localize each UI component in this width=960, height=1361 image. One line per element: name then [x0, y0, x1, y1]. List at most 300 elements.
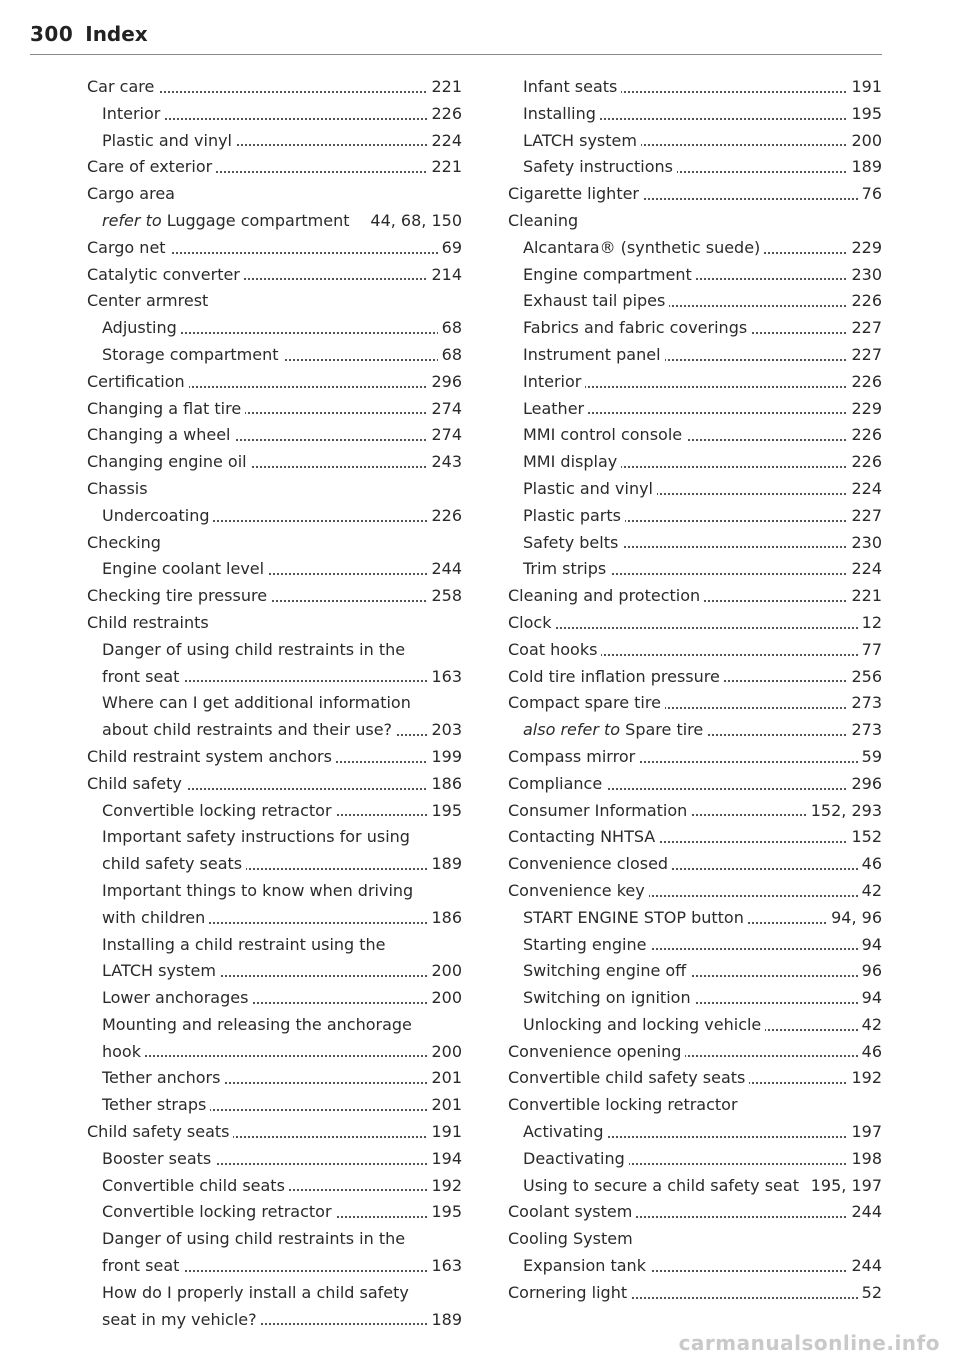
index-entry: [508, 1226, 882, 1253]
entry-text: [508, 747, 639, 766]
index-entry: [508, 288, 882, 315]
entry-text: [523, 265, 696, 284]
entry-label: Mounting and releasing the anchorage: [102, 1014, 412, 1034]
entry-page-number[interactable]: 94: [858, 932, 882, 959]
entry-page-number[interactable]: 76: [858, 181, 882, 208]
index-entry: [508, 262, 882, 289]
entry-label: Deactivating: [523, 1148, 625, 1168]
entry-label: Installing: [523, 103, 596, 123]
entry-text: [87, 533, 165, 552]
entry-page-number[interactable]: 226: [847, 449, 882, 476]
watermark: carmanualsonline.info: [678, 1331, 940, 1355]
entry-label: front seat: [102, 666, 180, 686]
entry-text: [523, 131, 641, 150]
index-entry: [508, 744, 882, 771]
entry-label: Alcantara® (synthetic suede): [523, 237, 761, 257]
entry-label: Consumer Information: [508, 800, 688, 820]
entry-label: Convenience key: [508, 880, 645, 900]
entry-label: Care of exterior: [87, 157, 213, 177]
index-entry: [508, 235, 882, 262]
index-entry: [87, 1039, 462, 1066]
entry-label: Convertible child safety seats: [508, 1068, 746, 1088]
index-entry: [508, 824, 882, 851]
entry-label: Danger of using child restraints in the: [102, 639, 406, 659]
index-entry: [508, 128, 882, 155]
index-column-left: [87, 74, 462, 1333]
entry-page-number[interactable]: 197: [847, 1119, 882, 1146]
entry-label: Contacting NHTSA: [508, 827, 656, 847]
entry-text: [87, 238, 170, 257]
entry-page-number[interactable]: 195: [427, 1199, 462, 1226]
index-entry: [87, 851, 462, 878]
entry-page-number[interactable]: 199: [427, 744, 462, 771]
entry-page-number[interactable]: 191: [847, 74, 882, 101]
entry-text: [523, 908, 748, 927]
entry-page-number[interactable]: 214: [427, 262, 462, 289]
entry-text: [508, 1283, 631, 1302]
entry-page-number[interactable]: 46: [858, 851, 882, 878]
entry-text: [102, 961, 220, 980]
entry-label: Cornering light: [508, 1282, 628, 1302]
entry-page-number[interactable]: 42: [858, 1012, 882, 1039]
entry-label: Coolant system: [508, 1202, 633, 1222]
entry-text: [523, 318, 751, 337]
entry-page-number[interactable]: 244: [427, 556, 462, 583]
entry-label: Installing a child restraint using the: [102, 934, 386, 954]
entry-text: [102, 988, 252, 1007]
index-entry: [87, 74, 462, 101]
entry-page-number[interactable]: 226: [847, 369, 882, 396]
index-entry: [87, 476, 462, 503]
index-entry: [508, 932, 882, 959]
dot-leader: [102, 1055, 462, 1057]
entry-label: Cleaning and protection: [508, 586, 701, 606]
entry-page-number[interactable]: 227: [847, 503, 882, 530]
entry-text: [87, 774, 186, 793]
entry-page-number[interactable]: 200: [427, 958, 462, 985]
index-entry: [87, 1119, 462, 1146]
entry-label: Engine coolant level: [102, 559, 265, 579]
entry-text: [523, 452, 621, 471]
entry-text: [102, 104, 164, 123]
entry-text: [102, 1202, 336, 1221]
index-entry: [508, 717, 882, 744]
entry-page-number[interactable]: 68: [438, 315, 462, 342]
entry-text: [87, 479, 152, 498]
entry-page-number[interactable]: 227: [847, 342, 882, 369]
entry-text: [102, 720, 396, 739]
entry-page-number[interactable]: 229: [847, 396, 882, 423]
entry-page-number[interactable]: 224: [847, 476, 882, 503]
page-number: 300: [30, 22, 74, 46]
entry-text: [523, 935, 650, 954]
entry-page-number[interactable]: 52: [858, 1280, 882, 1307]
entry-label: Switching engine off: [523, 961, 687, 981]
index-entry: [508, 1280, 882, 1307]
entry-page-number[interactable]: 224: [847, 556, 882, 583]
entry-label: Interior: [102, 103, 161, 123]
entry-label: Child safety: [87, 773, 182, 793]
entry-label: How do I properly install a child safety: [102, 1282, 409, 1302]
entry-text: [102, 881, 417, 900]
entry-page-number[interactable]: 186: [427, 905, 462, 932]
index-entry: [508, 101, 882, 128]
index-entry: [508, 958, 882, 985]
entry-page-number[interactable]: 221: [847, 583, 882, 610]
index-entry: [87, 610, 462, 637]
index-entry: [508, 315, 882, 342]
index-entry: [508, 905, 882, 932]
entry-label: Child safety seats: [87, 1122, 230, 1142]
entry-label: Adjusting: [102, 318, 177, 338]
entry-text: [508, 613, 555, 632]
entry-page-number[interactable]: 46: [858, 1039, 882, 1066]
entry-page-number[interactable]: 163: [427, 664, 462, 691]
entry-label: MMI control console: [523, 425, 683, 445]
entry-page-number[interactable]: 296: [427, 369, 462, 396]
entry-text: [102, 1095, 210, 1114]
entry-label: Cold tire inflation pressure: [508, 666, 720, 686]
entry-page-number[interactable]: 226: [427, 101, 462, 128]
index-entry: [87, 1307, 462, 1334]
entry-text: [102, 693, 415, 712]
index-entry: [508, 422, 882, 449]
index-entry: [87, 1253, 462, 1280]
entry-text: [523, 238, 764, 257]
entry-page-number[interactable]: 229: [847, 235, 882, 262]
entry-page-number[interactable]: 186: [427, 771, 462, 798]
entry-page-number[interactable]: 244: [847, 1199, 882, 1226]
entry-text: [87, 613, 213, 632]
index-entry: [508, 342, 882, 369]
entry-label: Expansion tank: [523, 1256, 646, 1276]
entry-label: Interior: [523, 371, 582, 391]
entry-page-number[interactable]: 192: [427, 1173, 462, 1200]
entry-label: Spare tire: [620, 720, 704, 740]
entry-page-number[interactable]: 296: [847, 771, 882, 798]
entry-text: [102, 559, 268, 578]
entry-text: [102, 1176, 289, 1195]
index-entry: [508, 74, 882, 101]
page-title: Index: [85, 22, 148, 46]
page-header: [30, 22, 882, 55]
entry-label: Cooling System: [508, 1229, 633, 1249]
entry-page-number[interactable]: 192: [847, 1065, 882, 1092]
index-entry: [87, 985, 462, 1012]
index-entry: [87, 556, 462, 583]
entry-text: [523, 720, 707, 739]
index-entry: [508, 208, 882, 235]
entry-label: Infant seats: [523, 77, 618, 96]
entry-label: child safety seats: [102, 854, 243, 874]
entry-page-number[interactable]: 227: [847, 315, 882, 342]
entry-page-number[interactable]: 189: [847, 154, 882, 181]
entry-text: [102, 1042, 145, 1061]
entry-page-number[interactable]: 200: [847, 128, 882, 155]
entry-text: [102, 1068, 224, 1087]
index-entry: [87, 1146, 462, 1173]
entry-label: Booster seats: [102, 1148, 212, 1168]
index-entry: [87, 503, 462, 530]
index-entry: [508, 637, 882, 664]
entry-text: [102, 211, 354, 230]
entry-label: Undercoating: [102, 505, 210, 525]
entry-label: Convenience opening: [508, 1041, 682, 1061]
entry-page-number[interactable]: 44, 68, 150: [366, 208, 462, 235]
entry-text: [102, 908, 209, 927]
entry-page-number[interactable]: 274: [427, 396, 462, 423]
entry-page-number[interactable]: 59: [858, 744, 882, 771]
index-entry: [87, 932, 462, 959]
entry-label: Using to secure a child safety seat: [523, 1175, 799, 1195]
index-entry: [508, 154, 882, 181]
index-entry: [508, 396, 882, 423]
entry-text: [523, 425, 686, 444]
entry-page-number[interactable]: 226: [847, 288, 882, 315]
entry-page-number[interactable]: 221: [427, 74, 462, 101]
index-entry: [508, 476, 882, 503]
entry-text: [523, 479, 657, 498]
entry-label: Catalytic converter: [87, 264, 240, 284]
entry-page-number[interactable]: 68: [438, 342, 462, 369]
entry-page-number[interactable]: 224: [427, 128, 462, 155]
entry-page-number[interactable]: 273: [847, 717, 882, 744]
index-entry: [87, 128, 462, 155]
entry-text: [508, 184, 643, 203]
entry-text: [102, 1310, 261, 1329]
entry-text: [87, 452, 251, 471]
entry-text: [87, 265, 244, 284]
entry-page-number[interactable]: 12: [858, 610, 882, 637]
entry-label: Convenience closed: [508, 854, 669, 874]
entry-label: Luggage compartment: [161, 210, 350, 230]
entry-page-number[interactable]: 189: [427, 1307, 462, 1334]
index-entry: [508, 181, 882, 208]
entry-text: [87, 291, 212, 310]
entry-page-number[interactable]: 198: [847, 1146, 882, 1173]
index-entry: [508, 1199, 882, 1226]
entry-label: Danger of using child restraints in the: [102, 1229, 406, 1249]
entry-text: [523, 77, 621, 96]
entry-label: Tether anchors: [102, 1068, 221, 1088]
entry-label: Starting engine: [523, 934, 647, 954]
entry-text: [508, 827, 659, 846]
entry-label: Lower anchorages: [102, 988, 249, 1008]
index-entry: [87, 1199, 462, 1226]
entry-text: [508, 640, 601, 659]
entry-text: [87, 372, 189, 391]
entry-page-number[interactable]: 96: [858, 958, 882, 985]
entry-page-number[interactable]: 195: [427, 798, 462, 825]
index-entry: [87, 342, 462, 369]
entry-page-number[interactable]: 195: [847, 101, 882, 128]
index-entry: [87, 717, 462, 744]
entry-text: [102, 801, 336, 820]
entry-text: [102, 827, 414, 846]
entry-page-number[interactable]: 163: [427, 1253, 462, 1280]
entry-label: Convertible child seats: [102, 1175, 285, 1195]
entry-page-number[interactable]: 243: [427, 449, 462, 476]
entry-text: [102, 935, 390, 954]
entry-text: [87, 1122, 233, 1141]
index-entry: [87, 1012, 462, 1039]
entry-label: front seat: [102, 1256, 180, 1276]
entry-label: Chassis: [87, 478, 148, 498]
entry-label: Fabrics and fabric coverings: [523, 318, 748, 338]
entry-label: seat in my vehicle?: [102, 1309, 257, 1329]
entry-page-number[interactable]: 200: [427, 1039, 462, 1066]
entry-label: Changing a flat tire: [87, 398, 242, 418]
entry-label: Coat hooks: [508, 639, 598, 659]
entry-page-number[interactable]: 244: [847, 1253, 882, 1280]
entry-page-number[interactable]: 191: [427, 1119, 462, 1146]
dot-leader: [508, 627, 882, 629]
entry-text: [523, 559, 610, 578]
entry-page-number[interactable]: 201: [427, 1065, 462, 1092]
index-entry: [87, 235, 462, 262]
entry-text: [102, 667, 183, 686]
entry-page-number[interactable]: 226: [427, 503, 462, 530]
index-entry: [508, 851, 882, 878]
entry-page-number[interactable]: 230: [847, 530, 882, 557]
entry-label: LATCH system: [523, 130, 637, 150]
entry-label: Convertible locking retractor: [102, 1202, 332, 1222]
entry-text: [523, 291, 669, 310]
index-entry: [87, 637, 462, 664]
entry-text: [508, 881, 649, 900]
entry-page-number[interactable]: 152, 293: [807, 798, 882, 825]
entry-text: [87, 586, 271, 605]
entry-page-number[interactable]: 69: [438, 235, 462, 262]
index-entry: [508, 985, 882, 1012]
index-entry: [508, 1173, 882, 1200]
entry-page-number[interactable]: 77: [858, 637, 882, 664]
entry-text: [508, 1202, 636, 1221]
entry-text: [87, 77, 158, 96]
entry-text: [508, 1229, 637, 1248]
entry-label: Child restraint system anchors: [87, 746, 332, 766]
index-entry: [508, 1119, 882, 1146]
index-entry: [87, 208, 462, 235]
entry-page-number[interactable]: 42: [858, 878, 882, 905]
entry-label: Convertible locking retractor: [508, 1095, 738, 1115]
index-entry: [87, 262, 462, 289]
entry-text: [102, 854, 246, 873]
entry-page-number[interactable]: 256: [847, 664, 882, 691]
entry-page-number[interactable]: 201: [427, 1092, 462, 1119]
entry-text: [523, 506, 625, 525]
entry-label: MMI display: [523, 452, 618, 472]
entry-label: Instrument panel: [523, 344, 661, 364]
entry-text: [87, 399, 245, 418]
entry-page-number[interactable]: 274: [427, 422, 462, 449]
index-entry: [87, 1226, 462, 1253]
index-entry: [508, 664, 882, 691]
entry-text: [523, 104, 600, 123]
entry-page-number[interactable]: 226: [847, 422, 882, 449]
index-entry: [508, 1146, 882, 1173]
entry-page-number[interactable]: 258: [427, 583, 462, 610]
index-entry: [87, 396, 462, 423]
entry-label: Cargo net: [87, 237, 166, 257]
entry-label: Changing a wheel: [87, 425, 231, 445]
entry-text: [523, 1256, 650, 1275]
index-entry: [508, 1012, 882, 1039]
index-entry: [508, 1065, 882, 1092]
index-entry: [87, 690, 462, 717]
entry-page-number[interactable]: 94, 96: [827, 905, 882, 932]
index-entry: [87, 449, 462, 476]
entry-label: Tether straps: [102, 1095, 207, 1115]
index-entry: [508, 556, 882, 583]
index-entry: [87, 154, 462, 181]
index-entry: [87, 1280, 462, 1307]
entry-label: Plastic and vinyl: [523, 478, 653, 498]
entry-text: [102, 1283, 413, 1302]
entry-text: [102, 1015, 416, 1034]
index-entry: [87, 798, 462, 825]
entry-text: [508, 1042, 685, 1061]
entry-page-number[interactable]: 94: [858, 985, 882, 1012]
entry-text: [87, 425, 235, 444]
entry-label: Certification: [87, 371, 185, 391]
entry-label: Safety instructions: [523, 157, 673, 177]
entry-page-number[interactable]: 194: [427, 1146, 462, 1173]
entry-reference-prefix: also refer to: [523, 720, 621, 740]
entry-page-number[interactable]: 230: [847, 262, 882, 289]
index-entry: [87, 181, 462, 208]
entry-text: [87, 157, 216, 176]
entry-label: Trim strips: [523, 559, 607, 579]
entry-text: [508, 801, 691, 820]
entry-page-number[interactable]: 152: [847, 824, 882, 851]
entry-label: Important safety instructions for using: [102, 827, 410, 847]
entry-text: [508, 774, 606, 793]
entry-label: Unlocking and locking vehicle: [523, 1014, 762, 1034]
entry-label: Activating: [523, 1122, 604, 1142]
entry-page-number[interactable]: 200: [427, 985, 462, 1012]
entry-label: Cargo area: [87, 184, 175, 204]
entry-text: [87, 747, 336, 766]
entry-text: [508, 1095, 742, 1114]
entry-text: [508, 854, 672, 873]
index-entry: [508, 583, 882, 610]
entry-label: Switching on ignition: [523, 988, 691, 1008]
index-entry: [87, 369, 462, 396]
entry-label: Where can I get additional information: [102, 693, 411, 713]
index-entry: [87, 744, 462, 771]
entry-text: [102, 640, 409, 659]
entry-label: Exhaust tail pipes: [523, 291, 666, 311]
entry-text: [87, 184, 179, 203]
entry-page-number[interactable]: 221: [427, 154, 462, 181]
index-entry: [508, 1253, 882, 1280]
entry-page-number[interactable]: 189: [427, 851, 462, 878]
index-entry: [508, 690, 882, 717]
entry-page-number[interactable]: 195, 197: [807, 1173, 882, 1200]
index-entry: [87, 1173, 462, 1200]
entry-text: [523, 345, 665, 364]
entry-page-number[interactable]: 273: [847, 690, 882, 717]
entry-label: Changing engine oil: [87, 452, 247, 472]
entry-text: [523, 1176, 803, 1195]
entry-label: Clock: [508, 612, 552, 632]
index-column-right: [508, 74, 882, 1307]
entry-text: [102, 506, 213, 525]
entry-label: Convertible locking retractor: [102, 800, 332, 820]
entry-page-number[interactable]: 203: [427, 717, 462, 744]
entry-label: Cigarette lighter: [508, 184, 640, 204]
